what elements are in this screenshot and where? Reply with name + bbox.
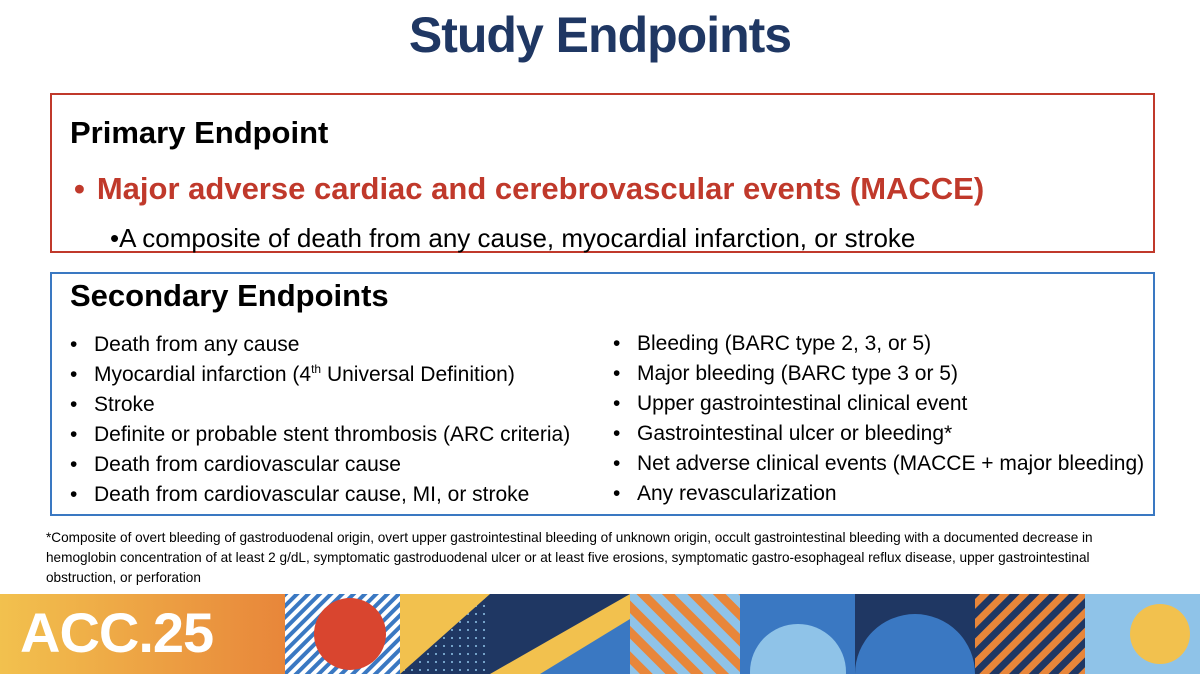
list-item: • Net adverse clinical events (MACCE + major bleeding) — [613, 452, 1145, 475]
acc-logo: ACC.25 — [20, 601, 214, 664]
primary-endpoint-heading: Primary Endpoint — [70, 115, 329, 150]
list-item: • Death from cardiovascular cause — [70, 453, 401, 476]
bullet-icon: • — [74, 171, 85, 206]
list-item: • Major bleeding (BARC type 3 or 5) — [613, 362, 958, 385]
list-item: • Definite or probable stent thrombosis (ARC criteria) — [70, 423, 571, 446]
primary-endpoint-sub — [110, 223, 915, 254]
primary-endpoint-box — [50, 93, 1155, 253]
list-item: • Death from any cause — [70, 333, 300, 356]
list-item: • Bleeding (BARC type 2, 3, or 5) — [613, 332, 932, 355]
secondary-left-list — [68, 330, 570, 510]
primary-sub-text: A composite of death from any cause, myocardial infarction, or stroke — [119, 223, 916, 253]
secondary-endpoints-box — [50, 272, 1155, 516]
conference-banner — [0, 594, 1200, 674]
list-item: • Upper gastrointestinal clinical event — [613, 392, 968, 415]
bullet-icon: • — [110, 223, 120, 253]
list-item: • Death from cardiovascular cause, MI, or stroke — [70, 483, 530, 506]
list-item: • Gastrointestinal ulcer or bleeding* — [613, 422, 953, 445]
slide-title: Study Endpoints — [408, 7, 792, 63]
list-item: • Myocardial infarction (4th Universal Definition) — [70, 362, 515, 386]
secondary-right-list — [611, 329, 1144, 509]
primary-main-text: Major adverse cardiac and cerebrovascular events (MACCE) — [96, 171, 985, 206]
primary-endpoint-main — [74, 171, 984, 207]
list-item: • Stroke — [70, 393, 155, 416]
footnote: *Composite of overt bleeding of gastroduodenal origin, overt upper gastrointestinal bleeding of unknown origin, occult gastrointestinal bleeding with a documented decrease in hemoglobin concentration of at least 2 g/dL, symptomatic gastroduodenal ulcer or at least five erosions, symptomatic gastro-esophageal reflux disease, upper gastrointestinal obstruction, or perforation — [46, 530, 1093, 585]
list-item: • Any revascularization — [613, 482, 837, 505]
secondary-endpoints-heading: Secondary Endpoints — [70, 278, 389, 313]
